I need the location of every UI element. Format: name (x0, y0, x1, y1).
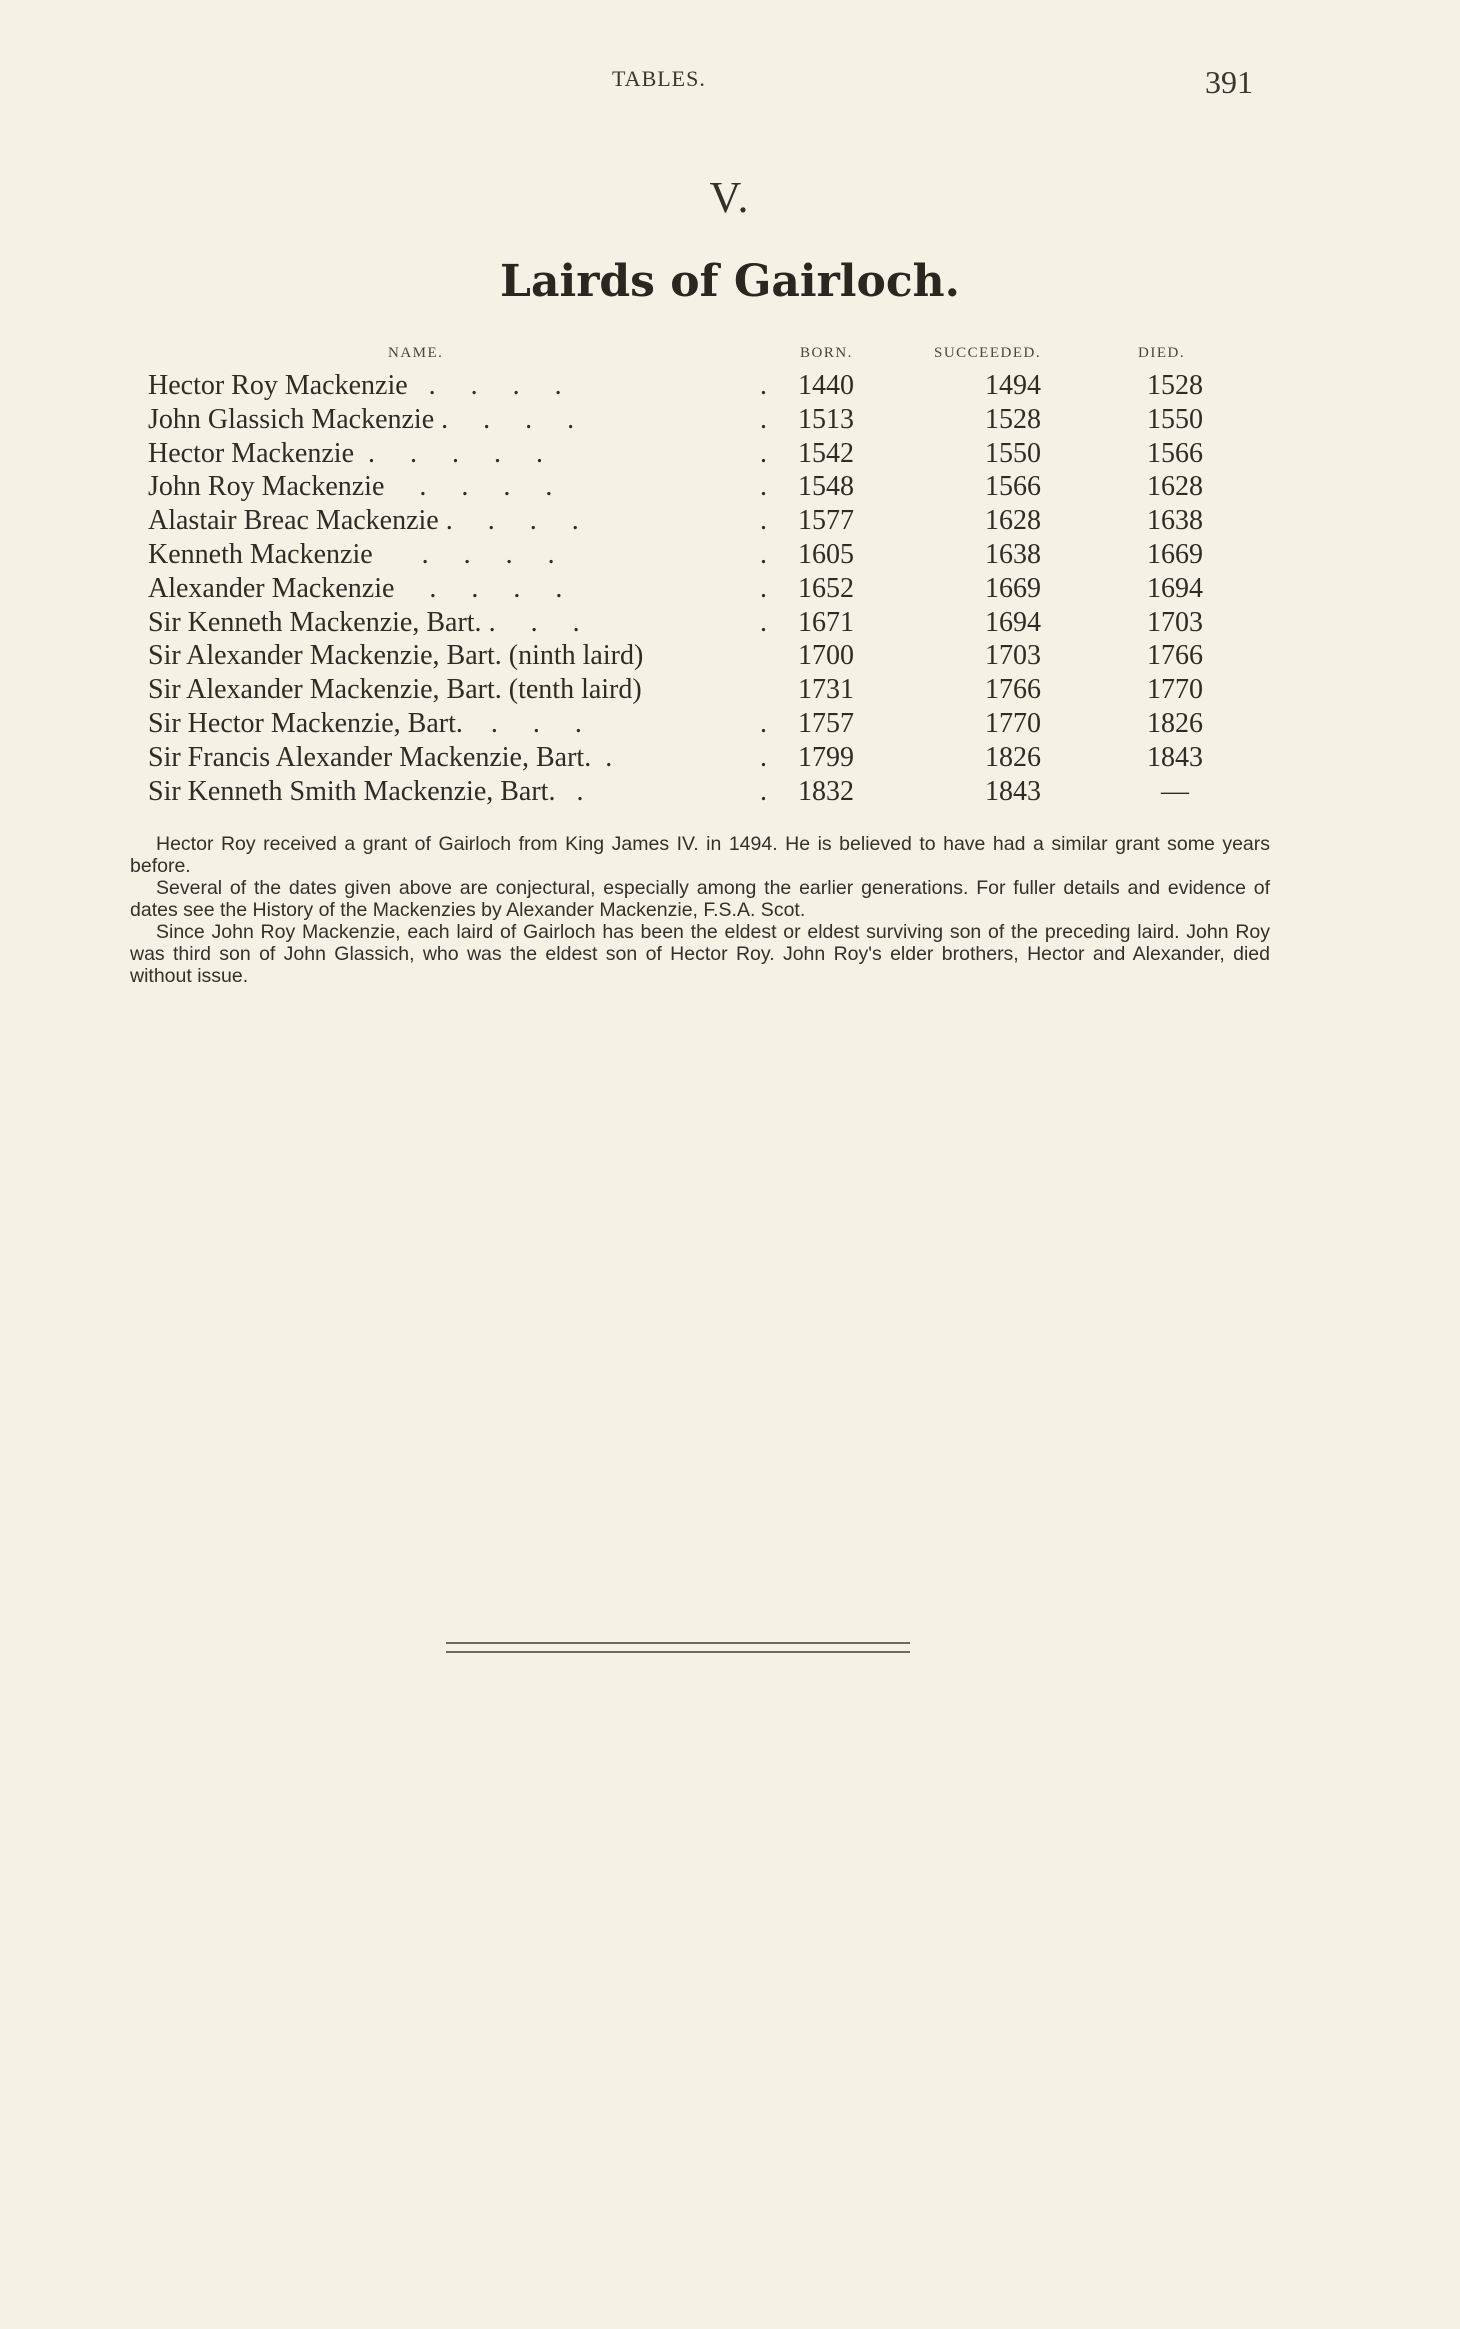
table-row (148, 741, 1218, 775)
died-year: 1770 (1147, 674, 1203, 706)
header-name: NAME. (388, 345, 444, 361)
laird-name: Alastair Breac Mackenzie . . . . (148, 505, 579, 537)
table-row (148, 538, 1218, 572)
dot-leader: . . . . (434, 403, 575, 435)
laird-name: Hector Mackenzie . . . . . (148, 437, 543, 469)
dot-leader-end: . (760, 606, 767, 638)
dot-leader: . . . . . (354, 437, 543, 469)
dot-leader: . . . . (394, 572, 563, 604)
table-row (148, 673, 1218, 707)
dot-leader-end: . (760, 741, 767, 773)
succeeded-year: 1694 (985, 606, 1041, 638)
header-born: BORN. (800, 345, 853, 361)
born-year: 1548 (798, 471, 854, 503)
laird-name: Hector Roy Mackenzie . . . . (148, 370, 562, 401)
dot-leader: . . . (462, 707, 582, 739)
laird-name: Alexander Mackenzie . . . . (148, 572, 563, 604)
dot-leader: . . . . (384, 471, 553, 503)
dot-leader: . (591, 741, 613, 773)
born-year: 1671 (798, 606, 854, 638)
succeeded-year: 1703 (985, 640, 1041, 672)
page-number: 391 (1205, 64, 1253, 100)
table-row (148, 470, 1218, 504)
dot-leader: . . . . (407, 370, 562, 401)
table-row (148, 639, 1218, 673)
succeeded-year: 1566 (985, 471, 1041, 503)
died-year: — (1161, 775, 1189, 807)
running-head: TABLES. (612, 66, 706, 91)
succeeded-year: 1550 (985, 437, 1041, 469)
table-row (148, 572, 1218, 606)
died-year: 1669 (1147, 538, 1203, 570)
table-row (148, 504, 1218, 538)
dot-leader-end: . (760, 505, 767, 537)
table-body (148, 369, 1218, 808)
table-row (148, 775, 1218, 809)
table-row (148, 369, 1218, 403)
born-year: 1731 (798, 674, 854, 706)
succeeded-year: 1638 (985, 538, 1041, 570)
born-year: 1513 (798, 403, 854, 435)
born-year: 1799 (798, 741, 854, 773)
laird-name: Sir Kenneth Smith Mackenzie, Bart. . (148, 775, 584, 807)
note-paragraph: Since John Roy Mackenzie, each laird of Gairloch has been the eldest or eldest surviving son of the preceding laird. John Roy was third son of John Glassich, who was the eldest son of Hector Roy. John Roy's elder brothers, Hector and Alexander, died without issue. (130, 921, 1270, 987)
header-died: DIED. (1138, 345, 1186, 361)
born-year: 1757 (798, 707, 854, 739)
note-paragraph: Several of the dates given above are conjectural, especially among the earlier generations. For fuller details and evidence of dates see the History of the Mackenzies by Alexander Mackenzie, F.S.A. Scot. (130, 877, 1270, 921)
dot-leader: . . . (481, 606, 580, 638)
laird-name: Sir Alexander Mackenzie, Bart. (tenth laird) (148, 674, 642, 706)
header-succeeded: SUCCEEDED. (934, 345, 1042, 361)
succeeded-year: 1628 (985, 505, 1041, 537)
born-year: 1832 (798, 775, 854, 807)
dot-leader-end: . (760, 572, 767, 604)
born-year: 1652 (798, 572, 854, 604)
died-year: 1826 (1147, 707, 1203, 739)
died-year: 1766 (1147, 640, 1203, 672)
section-title: Lairds of Gairloch. (500, 256, 960, 307)
dot-leader-end: . (760, 538, 767, 570)
born-year: 1577 (798, 505, 854, 537)
laird-name: Sir Hector Mackenzie, Bart. . . . (148, 707, 582, 739)
dot-leader: . . . . (438, 505, 579, 537)
dot-leader: . . . . (372, 538, 555, 570)
died-year: 1694 (1147, 572, 1203, 604)
died-year: 1638 (1147, 505, 1203, 537)
dot-leader: . (555, 775, 584, 807)
lairds-table (148, 345, 1218, 808)
succeeded-year: 1843 (985, 775, 1041, 807)
born-year: 1605 (798, 538, 854, 570)
succeeded-year: 1766 (985, 674, 1041, 706)
laird-name: Sir Alexander Mackenzie, Bart. (ninth laird) (148, 640, 644, 672)
laird-name: Sir Kenneth Mackenzie, Bart. . . . (148, 606, 580, 638)
table-row (148, 707, 1218, 741)
laird-name: Sir Francis Alexander Mackenzie, Bart. . (148, 741, 613, 773)
note-paragraph: Hector Roy received a grant of Gairloch from King James IV. in 1494. He is believed to have had a similar grant some years before. (130, 833, 1270, 877)
laird-name: Kenneth Mackenzie . . . . (148, 538, 555, 570)
dot-leader-end: . (760, 437, 767, 469)
end-rule (446, 1642, 910, 1653)
born-year: 1542 (798, 437, 854, 469)
dot-leader-end: . (760, 403, 767, 435)
laird-name: John Glassich Mackenzie . . . . (148, 403, 575, 435)
section-numeral: V. (709, 173, 751, 222)
dot-leader-end: . (760, 775, 767, 807)
died-year: 1566 (1147, 437, 1203, 469)
dot-leader-end: . (760, 471, 767, 503)
succeeded-year: 1826 (985, 741, 1041, 773)
page-header (0, 66, 1460, 106)
died-year: 1528 (1147, 370, 1203, 401)
dot-leader-end: . (760, 370, 767, 401)
died-year: 1703 (1147, 606, 1203, 638)
died-year: 1843 (1147, 741, 1203, 773)
succeeded-year: 1770 (985, 707, 1041, 739)
table-header-row (148, 345, 1218, 369)
dot-leader-end: . (760, 707, 767, 739)
died-year: 1628 (1147, 471, 1203, 503)
table-row (148, 403, 1218, 437)
died-year: 1550 (1147, 403, 1203, 435)
succeeded-year: 1528 (985, 403, 1041, 435)
laird-name: John Roy Mackenzie . . . . (148, 471, 553, 503)
succeeded-year: 1494 (985, 370, 1041, 401)
table-row (148, 437, 1218, 471)
born-year: 1440 (798, 370, 854, 401)
footnotes (130, 833, 1270, 987)
table-row (148, 606, 1218, 640)
succeeded-year: 1669 (985, 572, 1041, 604)
born-year: 1700 (798, 640, 854, 672)
